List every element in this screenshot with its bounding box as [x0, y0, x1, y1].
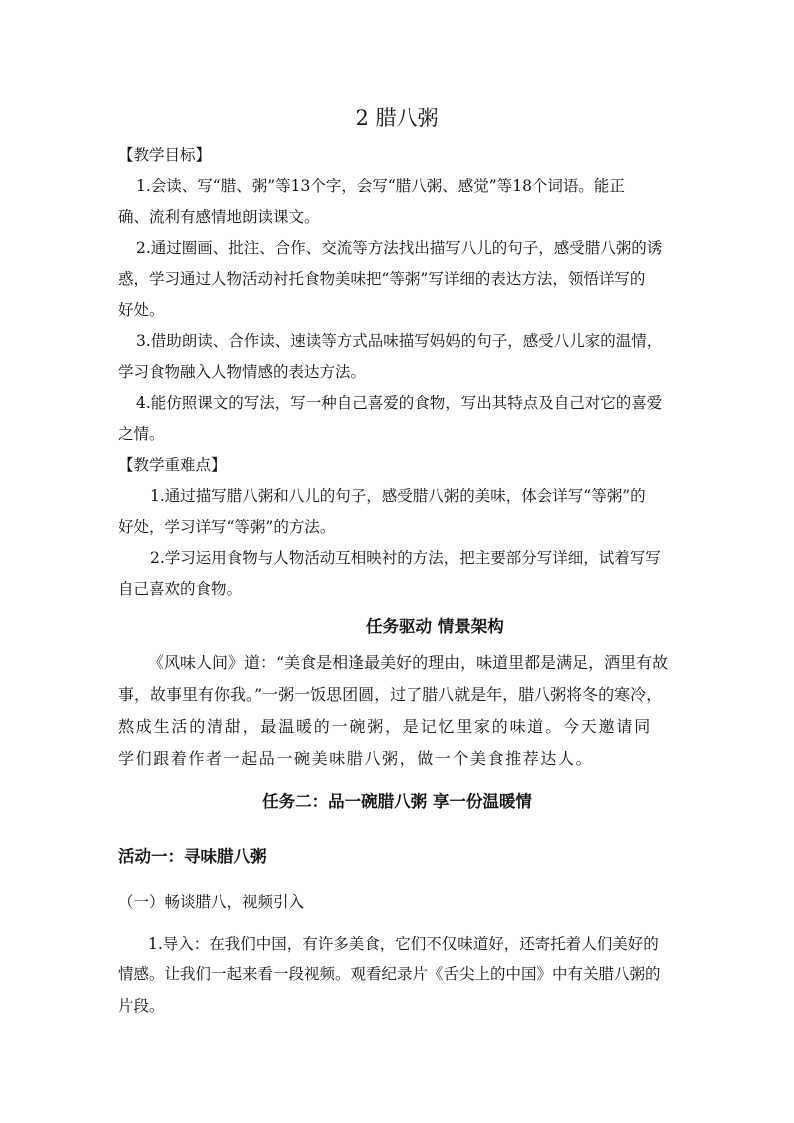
task-drive-heading: 任务驱动 情景架构 [366, 617, 504, 636]
objective-line: 学习食物融入人物情感的表达方法。 [118, 363, 367, 381]
objective-line: 3.借助朗读、合作读、速读等方式品味描写妈妈的句子，感受八儿家的温情， [136, 332, 663, 350]
task-drive-line: 《风味人间》道：“美食是相逢最美好的理由，味道里都是满足，酒里有故 [148, 653, 669, 672]
objective-line: 惑，学习通过人物活动衬托食物美味把“等粥”写详细的表达方法，领悟详写的 [118, 270, 646, 288]
task-drive-line: 学们跟着作者一起品一碗美味腊八粥，做一个美食推荐达人。 [118, 749, 594, 768]
objective-line: 4.能仿照课文的写法，写一种自己喜爱的食物，写出其特点及自己对它的喜爱 [136, 394, 663, 412]
activity-one-line: 片段。 [118, 997, 165, 1015]
objective-line: 确、流利有感情地朗读课文。 [118, 208, 320, 226]
objective-line: 好处。 [118, 301, 165, 319]
page-title: 2 腊八粥 [355, 106, 439, 130]
objective-line: 1.会读、写“腊、粥”等13个字，会写“腊八粥、感觉”等18个词语。能正 [136, 177, 625, 195]
activity-one-heading: 活动一：寻味腊八粥 [118, 847, 267, 866]
task-drive-line: 熬成生活的清甜，最温暖的一碗粥，是记忆里家的味道。今天邀请同 [118, 717, 653, 736]
objectives-heading: 【教学目标】 [118, 146, 212, 164]
task-drive-line: 事，故事里有你我。”一粥一饭思团圆，过了腊八就是年，腊八粥将冬的寒冷， [118, 685, 663, 704]
activity-one-line: 1.导入：在我们中国，有许多美食，它们不仅味道好，还寄托着人们美好的 [148, 935, 659, 953]
key-points-heading: 【教学重难点】 [118, 456, 227, 474]
key-point-line: 1.通过描写腊八粥和八儿的句子，感受腊八粥的美味，体会详写“等粥”的 [150, 487, 646, 505]
objective-line: 2.通过圈画、批注、合作、交流等方法找出描写八儿的句子，感受腊八粥的诱 [136, 239, 663, 257]
key-point-line: 2.学习运用食物与人物活动互相映衬的方法，把主要部分写详细，试着写写 [150, 549, 661, 567]
activity-one-subheading: （一）畅谈腊八，视频引入 [118, 893, 305, 911]
key-point-line: 好处，学习详写“等粥”的方法。 [118, 518, 336, 536]
activity-one-line: 情感。让我们一起来看一段视频。观看纪录片《舌尖上的中国》中有关腊八粥的 [118, 965, 661, 983]
objective-line: 之情。 [118, 425, 165, 443]
key-point-line: 自己喜欢的食物。 [118, 580, 243, 598]
task-two-heading: 任务二：品一碗腊八粥 享一份温暖情 [262, 792, 532, 811]
